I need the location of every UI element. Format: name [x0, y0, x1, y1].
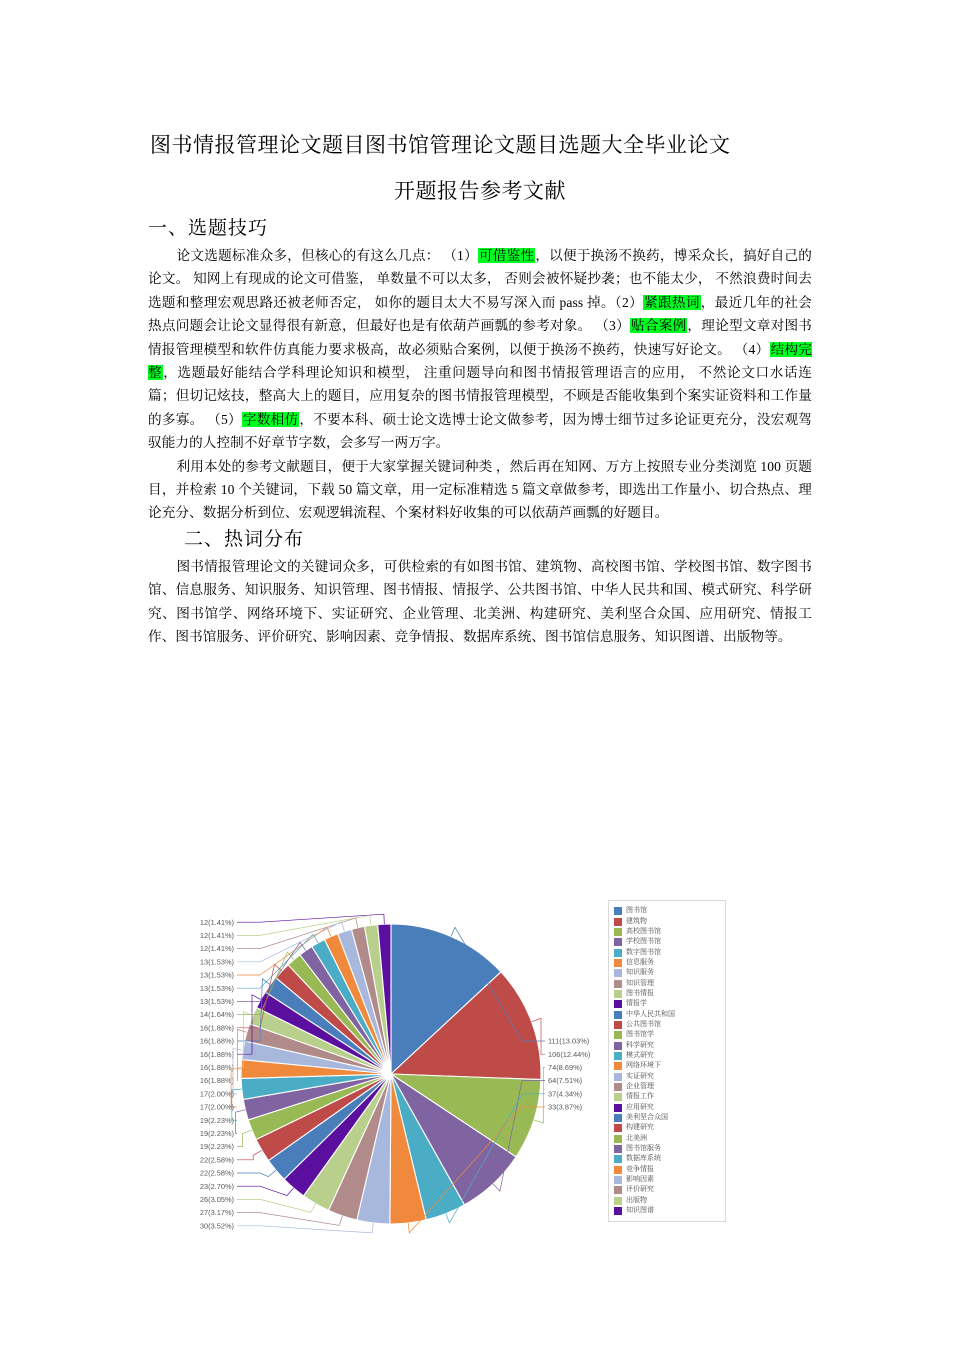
para1-seg1: 论文选题标准众多，但核心的有这么几点： （1）: [176, 248, 478, 263]
pie-slice-label: 13(1.53%): [199, 970, 234, 980]
paragraph-reference-usage: 利用本处的参考文献题目，便于大家掌握关键词种类 ，然后再在知网、万方上按照专业分类浏览 100 页题目，并检索 10 个关键词，下载 50 篇文章，用一定标准精选 5 篇文章做参考，即选出工作量小、切合热点、理论充分、数据分析到位、宏观逻辑流程、个案材料好收集的可以依葫芦画瓢的好题目。: [148, 458, 812, 521]
pie-slice-label: 16(1.88%): [199, 1049, 234, 1059]
pie-slice-label: 30(3.52%): [199, 1221, 234, 1231]
section-heading-2: 二、热词分布: [184, 528, 305, 550]
legend-color-swatch: [614, 1052, 622, 1060]
legend-color-swatch: [614, 1021, 622, 1029]
pie-label-leader-line: [237, 914, 384, 924]
pie-label-leader-line: [237, 1170, 276, 1176]
pie-slice-label: 37(4.34%): [548, 1089, 583, 1099]
legend-item[interactable]: [614, 1196, 721, 1206]
legend-item-label: 出版物: [626, 1196, 647, 1204]
legend-item[interactable]: [614, 1030, 721, 1040]
pie-chart-svg: [176, 866, 606, 1262]
pie-label-leader-line: [231, 1069, 241, 1107]
section-heading-1: 一、选题技巧: [148, 218, 269, 239]
legend-color-swatch: [614, 938, 622, 946]
legend-item[interactable]: [614, 1165, 721, 1175]
legend-item-label: 构建研究: [626, 1124, 654, 1132]
legend-item-label: 中华人民共和国: [626, 1010, 675, 1018]
pie-slice-label: 22(2.58%): [199, 1168, 234, 1178]
legend-color-swatch: [614, 959, 622, 967]
pie-label-leader-line: [237, 1223, 373, 1233]
legend-item-label: 竞争情报: [626, 1165, 654, 1173]
legend-item[interactable]: [614, 1113, 721, 1123]
legend-item-label: 学校图书馆: [626, 938, 661, 946]
legend-color-swatch: [614, 1166, 622, 1174]
legend-item-label: 美利坚合众国: [626, 1114, 668, 1122]
legend-item-label: 高校图书馆: [626, 927, 661, 935]
document-body: [148, 0, 812, 649]
legend-item-label: 模式研究: [626, 1051, 654, 1059]
legend-color-swatch: [614, 1062, 622, 1070]
pie-slice-label: 12(1.41%): [199, 931, 234, 940]
legend-item[interactable]: [614, 968, 721, 978]
pie-label-leader-line: [237, 1150, 262, 1160]
pie-slice-label: 14(1.64%): [199, 1010, 234, 1020]
para1-seg4: ，理论型文章对图书情报管理模型和软件仿真能力要求极高，故必须贴合案例，以便于换汤不换药，快速写好论文。 （4）: [148, 318, 812, 357]
legend-item[interactable]: [614, 1144, 721, 1154]
legend-item-label: 知识图谱: [626, 1207, 654, 1215]
legend-color-swatch: [614, 1083, 622, 1091]
pie-slice-label: 16(1.88%): [199, 1023, 234, 1033]
legend-color-swatch: [614, 1093, 622, 1101]
legend-color-swatch: [614, 907, 622, 915]
legend-color-swatch: [614, 1135, 622, 1143]
legend-item[interactable]: [614, 1051, 721, 1061]
legend-item[interactable]: [614, 1040, 721, 1050]
para1-seg3: ，最近几年的社会热点问题会让论文显得很有新意，但最好也是有依葫芦画瓢的参考对象。 （3）: [148, 294, 813, 334]
legend-color-swatch: [614, 1073, 622, 1081]
legend-item-label: 情报学: [626, 1000, 647, 1008]
highlight-keyword-2: 紧跟热词: [644, 294, 700, 310]
pie-slice-label: 17(2.00%): [199, 1089, 234, 1099]
legend-item-label: 评价研究: [626, 1186, 654, 1194]
legend-item[interactable]: [614, 978, 721, 988]
legend-color-swatch: [614, 1031, 622, 1039]
legend-color-swatch: [614, 1176, 622, 1184]
paragraph-keyword-list: 图书情报管理论文的关键词众多，可供检索的有如图书馆、建筑物、高校图书馆、学校图书馆、数字图书馆、信息服务、知识服务、知识管理、图书情报、情报学、公共图书馆、中华人民共和国、模式研究、科学研究、图书馆学、网络环境下、实证研究、企业管理、北美洲、构建研究、美利坚合众国、应用研究、情报工作、图书馆服务、评价研究、影响因素、竞争情报、数据库系统、图书馆信息服务、知识图谱、出版物等。: [148, 558, 812, 645]
legend-color-swatch: [614, 1186, 622, 1194]
pie-chart: [176, 866, 606, 1262]
legend-item-label: 科学研究: [626, 1041, 654, 1049]
pie-slice-label: 27(3.17%): [199, 1208, 234, 1218]
legend-item[interactable]: [614, 999, 721, 1009]
pie-slice-label: 33(3.87%): [548, 1102, 583, 1112]
pie-slice-label: 16(1.88%): [199, 1036, 234, 1046]
highlight-keyword-4: 结构完整: [148, 341, 812, 381]
legend-item-label: 公共图书馆: [626, 1020, 661, 1028]
legend-item-label: 知识管理: [626, 979, 654, 987]
legend-item[interactable]: [614, 1103, 721, 1113]
legend-color-swatch: [614, 1124, 622, 1132]
legend-item[interactable]: [614, 1082, 721, 1092]
legend-color-swatch: [614, 1207, 622, 1215]
highlight-keyword-3: 贴合案例: [630, 318, 687, 334]
legend-item-label: 图书馆: [626, 907, 647, 915]
pie-label-leader-line: [237, 1199, 316, 1212]
legend-item-label: 北美洲: [626, 1134, 647, 1142]
paragraph-selection-tips: [148, 244, 812, 455]
highlight-keyword-5: 字数相仿: [242, 411, 299, 427]
pie-slice-label: 13(1.53%): [199, 997, 234, 1006]
legend-item-label: 建筑物: [626, 917, 647, 925]
legend-color-swatch: [614, 949, 622, 957]
para1-seg5: ，选题最好能结合学科理论知识和模型， 注重问题导向和图书情报管理语言的应用， 不然论文口水话连篇；但切记炫技，整高大上的题目，应用复杂的图书情报管理模型，不顾是否能收集到个案实证资料和工作量的多寡。 （5）: [148, 365, 812, 427]
legend-color-swatch: [614, 1000, 622, 1008]
legend-item-label: 数字图书馆: [626, 948, 661, 956]
legend-item[interactable]: [614, 1206, 721, 1216]
pie-label-leader-line: [237, 1213, 342, 1226]
pie-slice-label: 64(7.51%): [548, 1076, 583, 1086]
pie-slice-label: 13(1.53%): [199, 983, 234, 993]
para1-seg6: ，不要本科、硕士论文选博士论文做参考，因为博士细节过多论证更充分，没宏观驾驭能力的人控制不好章节字数，会多写一两万字。: [148, 411, 812, 451]
legend-item[interactable]: [614, 916, 721, 926]
legend-item-label: 图书馆服务: [626, 1145, 661, 1153]
legend-item-label: 网络环境下: [626, 1062, 661, 1070]
legend-item[interactable]: [614, 1175, 721, 1185]
keyword-distribution-chart: [176, 866, 780, 1262]
pie-slice-label: 19(2.23%): [199, 1142, 234, 1152]
legend-item[interactable]: [614, 937, 721, 947]
pie-slice-label: 16(1.88%): [199, 1063, 234, 1072]
title-line-2: 开题报告参考文献: [394, 179, 566, 203]
legend-color-swatch: [614, 1197, 622, 1205]
legend-item-label: 影响因素: [626, 1176, 654, 1184]
chart-legend: [608, 900, 726, 1222]
pie-label-leader-line: [237, 1186, 294, 1195]
legend-color-swatch: [614, 1114, 622, 1122]
legend-color-swatch: [614, 1042, 622, 1050]
highlight-keyword-1: 可借鉴性: [478, 248, 535, 263]
pie-label-leader-line: [236, 1110, 246, 1134]
legend-item-label: 企业管理: [626, 1083, 654, 1091]
legend-item-label: 情报工作: [626, 1093, 654, 1101]
legend-item[interactable]: [614, 1020, 721, 1030]
pie-slice-label: 19(2.23%): [199, 1115, 234, 1125]
legend-item-label: 应用研究: [626, 1103, 654, 1111]
pie-slice-label: 17(2.00%): [199, 1102, 234, 1112]
legend-item[interactable]: [614, 1154, 721, 1164]
legend-color-swatch: [614, 918, 622, 926]
pie-slice-label: 106(12.44%): [548, 1049, 591, 1059]
legend-color-swatch: [614, 1104, 622, 1112]
legend-item[interactable]: [614, 1185, 721, 1195]
pie-slice-label: 12(1.41%): [199, 944, 234, 954]
pie-slice-label: 13(1.53%): [199, 957, 234, 967]
legend-item-label: 图书情报: [626, 989, 654, 997]
legend-color-swatch: [614, 969, 622, 977]
pie-label-leader-line: [237, 1130, 252, 1147]
legend-item[interactable]: [614, 1061, 721, 1071]
pie-slice-label: 23(2.70%): [199, 1181, 234, 1191]
legend-item[interactable]: [614, 989, 721, 999]
para1-seg2: ，以便于换汤不换药，博采众长，搞好自己的论文。 知网上有现成的论文可借鉴， 单数量不可以太多， 否则会被怀疑抄袭；也不能太少， 不然浪费时间去选题和整理宏观思路还被老师否定， 如你的题目太大不易写深入而 pass 掉。（2）: [148, 248, 813, 310]
document-title: [148, 122, 812, 214]
legend-color-swatch: [614, 1011, 622, 1019]
legend-item[interactable]: [614, 947, 721, 957]
legend-item-label: 信息服务: [626, 958, 654, 966]
legend-item[interactable]: [614, 1072, 721, 1082]
legend-item[interactable]: [614, 1123, 721, 1133]
legend-item-label: 知识服务: [626, 969, 654, 977]
legend-item[interactable]: [614, 1134, 721, 1144]
pie-slice-label: 74(8.69%): [548, 1063, 583, 1072]
legend-item[interactable]: [614, 906, 721, 916]
legend-color-swatch: [614, 928, 622, 936]
legend-color-swatch: [614, 990, 622, 998]
pie-slice-label: 111(13.03%): [548, 1036, 590, 1046]
legend-color-swatch: [614, 1155, 622, 1163]
legend-item[interactable]: [614, 1092, 721, 1102]
pie-slice-label: 12(1.41%): [199, 917, 234, 927]
legend-item-label: 数据库系统: [626, 1155, 661, 1163]
legend-item[interactable]: [614, 958, 721, 968]
legend-item[interactable]: [614, 927, 721, 937]
pie-slice-label: 19(2.23%): [199, 1129, 234, 1138]
pie-slice-label: 26(3.05%): [199, 1195, 234, 1204]
title-line-1: 图书情报管理论文题目图书馆管理论文题目选题大全毕业论文: [150, 133, 731, 157]
pie-slice-label: 22(2.58%): [199, 1155, 234, 1165]
legend-item[interactable]: [614, 1009, 721, 1019]
legend-item-label: 图书馆学: [626, 1031, 654, 1039]
legend-color-swatch: [614, 980, 622, 988]
legend-item-label: 实证研究: [626, 1072, 654, 1080]
legend-color-swatch: [614, 1145, 622, 1153]
pie-slice-label: 16(1.88%): [199, 1076, 234, 1086]
